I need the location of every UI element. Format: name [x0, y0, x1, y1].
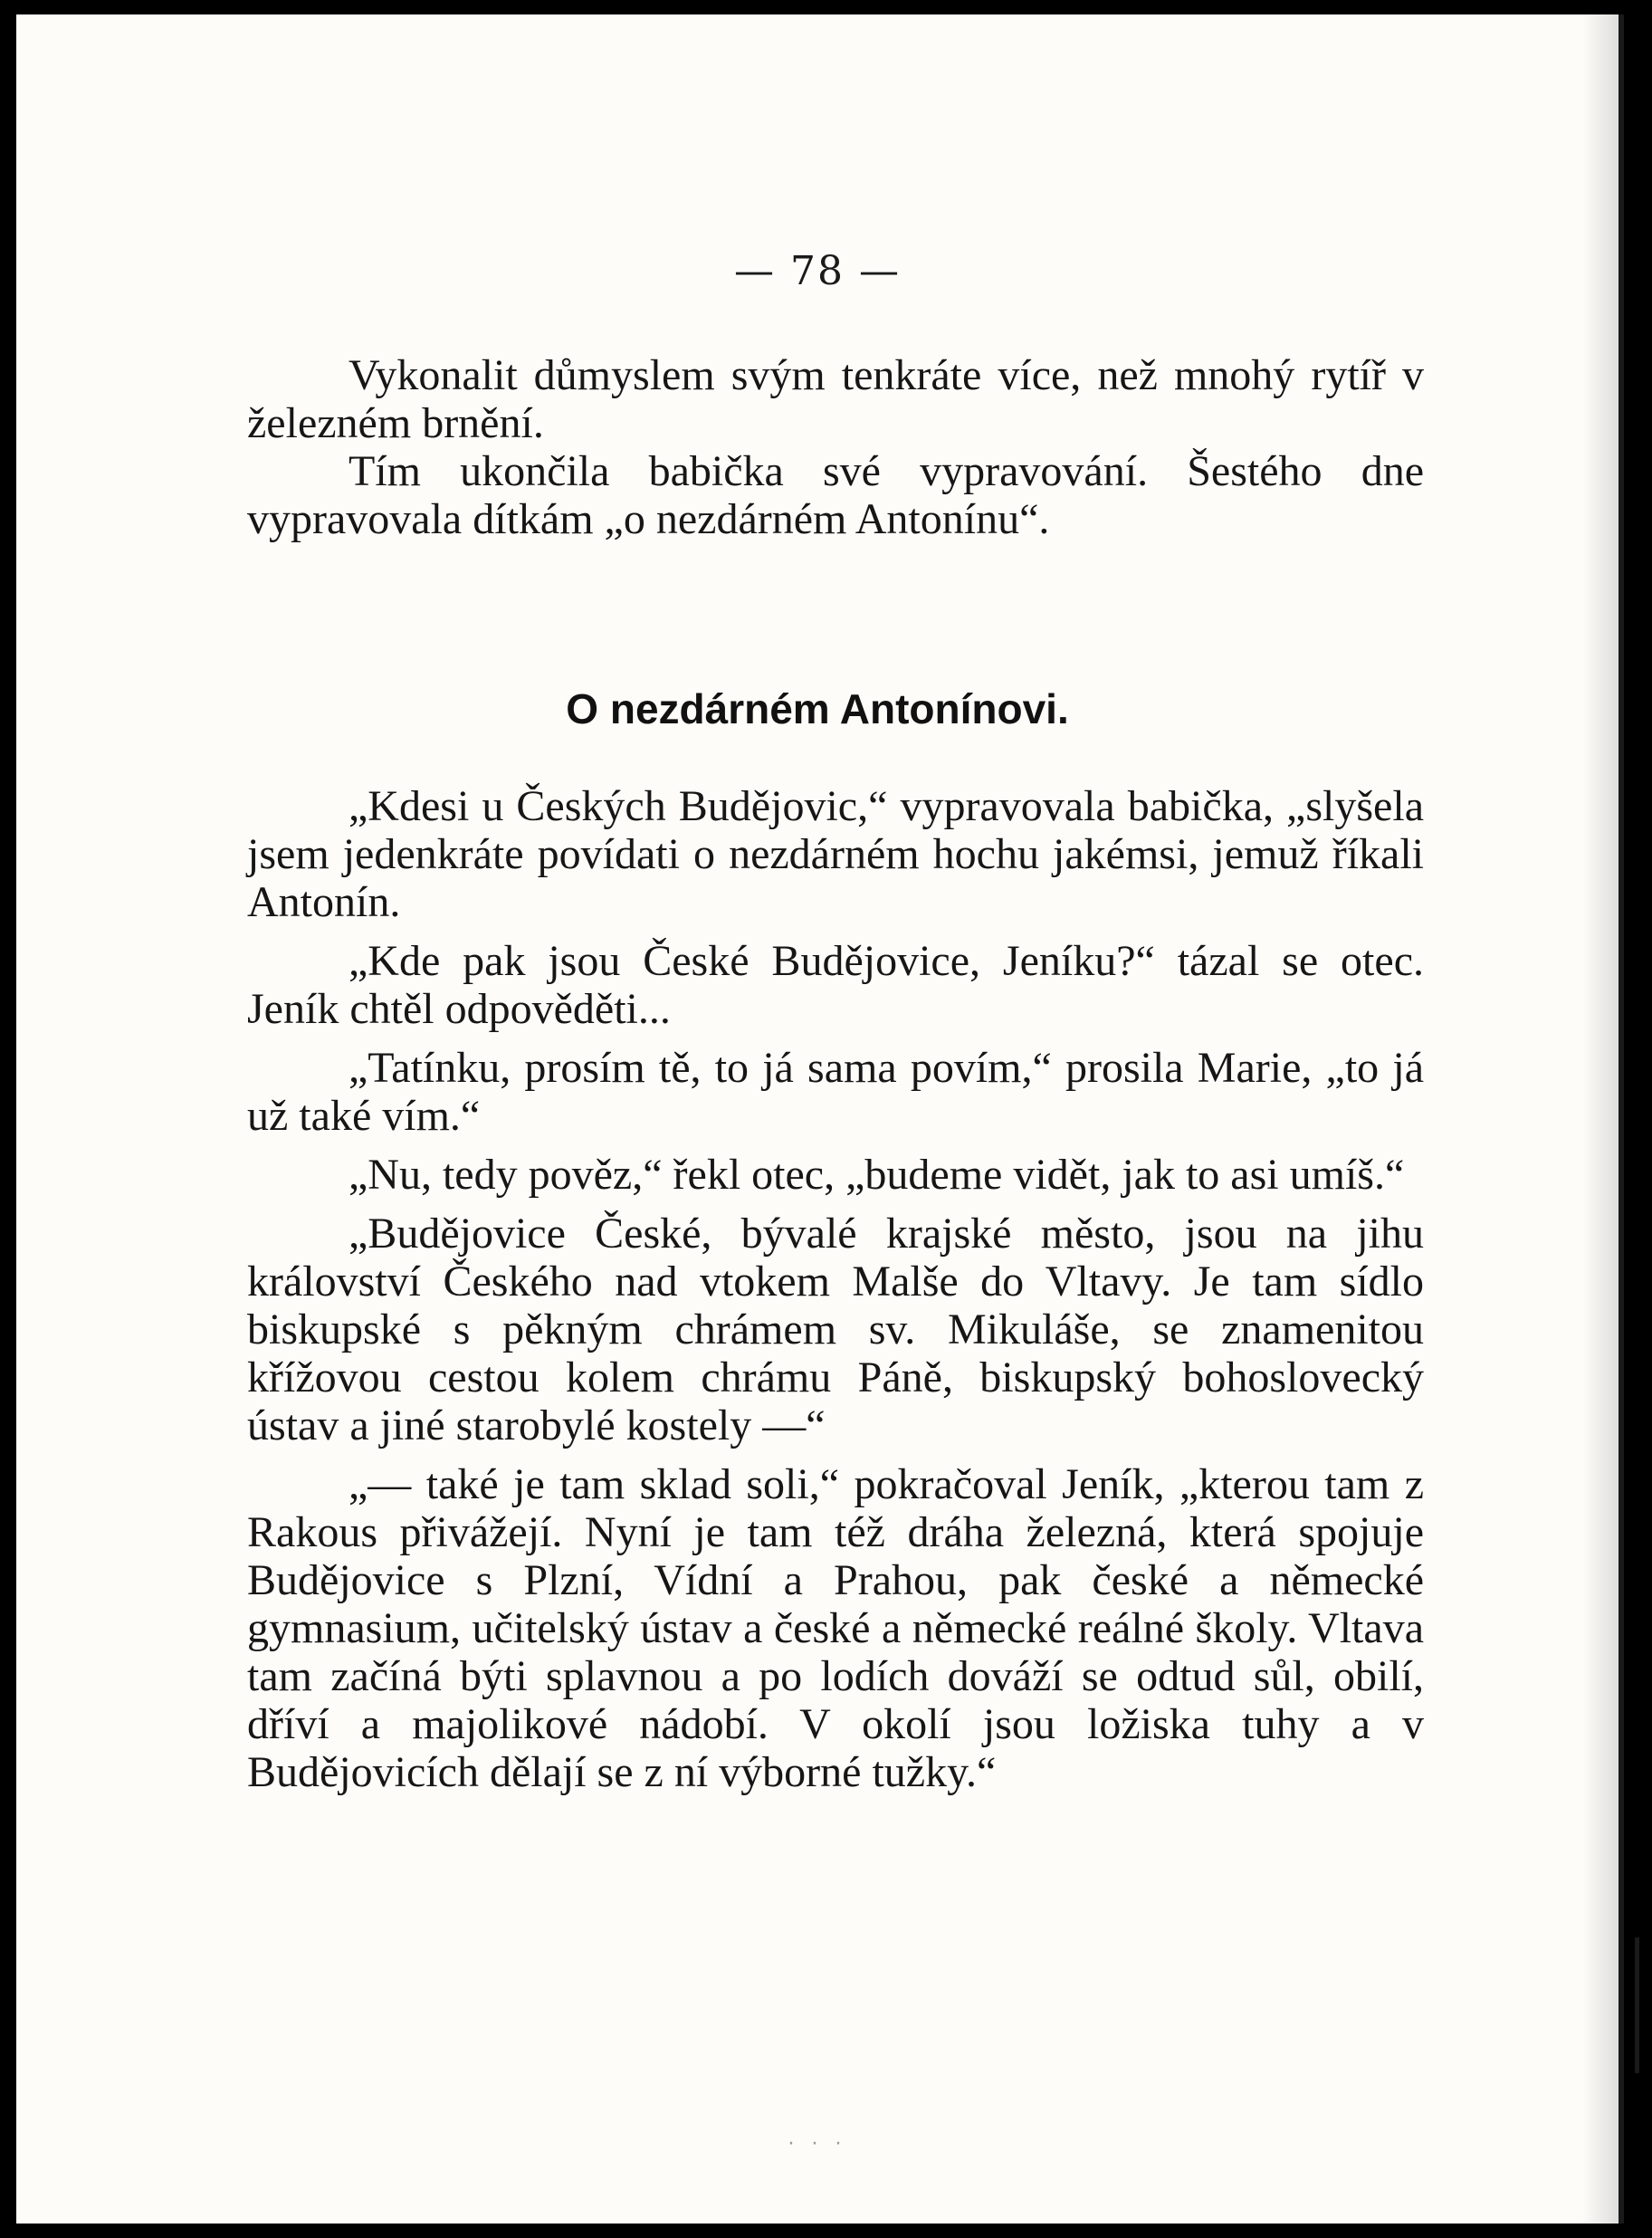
- story-paragraph: „Kde pak jsou České Budějovice, Jeníku?“ tázal se otec. Jeník chtěl odpověděti...: [247, 937, 1424, 1033]
- binding-mark: [1635, 1937, 1639, 2073]
- page-edge-shadow: [1582, 14, 1619, 2224]
- story-paragraph: „Nu, tedy pověz,“ řekl otec, „budeme vidět, jak to asi umíš.“: [349, 1151, 1405, 1199]
- intro-text: [247, 351, 1424, 543]
- story-text: [247, 782, 1424, 1807]
- story-paragraph: „— také je tam sklad soli,“ pokračoval Jeník, „kterou tam z Rakous přivážejí. Nyní je tam též dráha železná, která spojuje Budějovice s Plzní, Vídní a Prahou, pak české a německé gymnasium, učitelský ústav a české a německé reálné školy. Vltava tam začíná býti splavnou a po lodích dováží se odtud sůl, obilí, dříví a majolikové nádobí. V okolí jsou ložiska tuhy a v Budějovicích dělají se z ní výborné tužky.“: [247, 1460, 1424, 1796]
- intro-paragraph-2: Tím ukončila babička své vypravování. Šestého dne vypravovala dítkám „o nezdárném Antonínu“.: [247, 447, 1424, 543]
- story-paragraph: „Kdesi u Českých Budějovic,“ vypravovala babička, „slyšela jsem jedenkráte povídati o nezdárném hochu jakémsi, jemuž říkali Antonín.: [247, 782, 1424, 926]
- section-heading: O nezdárném Antonínovi.: [566, 685, 1069, 732]
- story-paragraph: „Budějovice České, bývalé krajské město, jsou na jihu království Českého nad vtokem Malše do Vltavy. Je tam sídlo biskupské s pěkným chrámem sv. Mikuláše, se znamenitou křížovou cestou kolem chrámu Páně, biskupský bohoslovecký ústav a jiné starobylé kostely —“: [247, 1210, 1424, 1449]
- page-number: — 78 —: [734, 248, 901, 294]
- print-specks: · · ·: [788, 2133, 847, 2156]
- story-paragraph: „Tatínku, prosím tě, to já sama povím,“ prosila Marie, „to já už také vím.“: [247, 1044, 1424, 1140]
- paper-sheet: [16, 14, 1624, 2224]
- intro-paragraph-1: Vykonalit důmyslem svým tenkráte více, než mnohý rytíř v železném brnění.: [247, 351, 1424, 447]
